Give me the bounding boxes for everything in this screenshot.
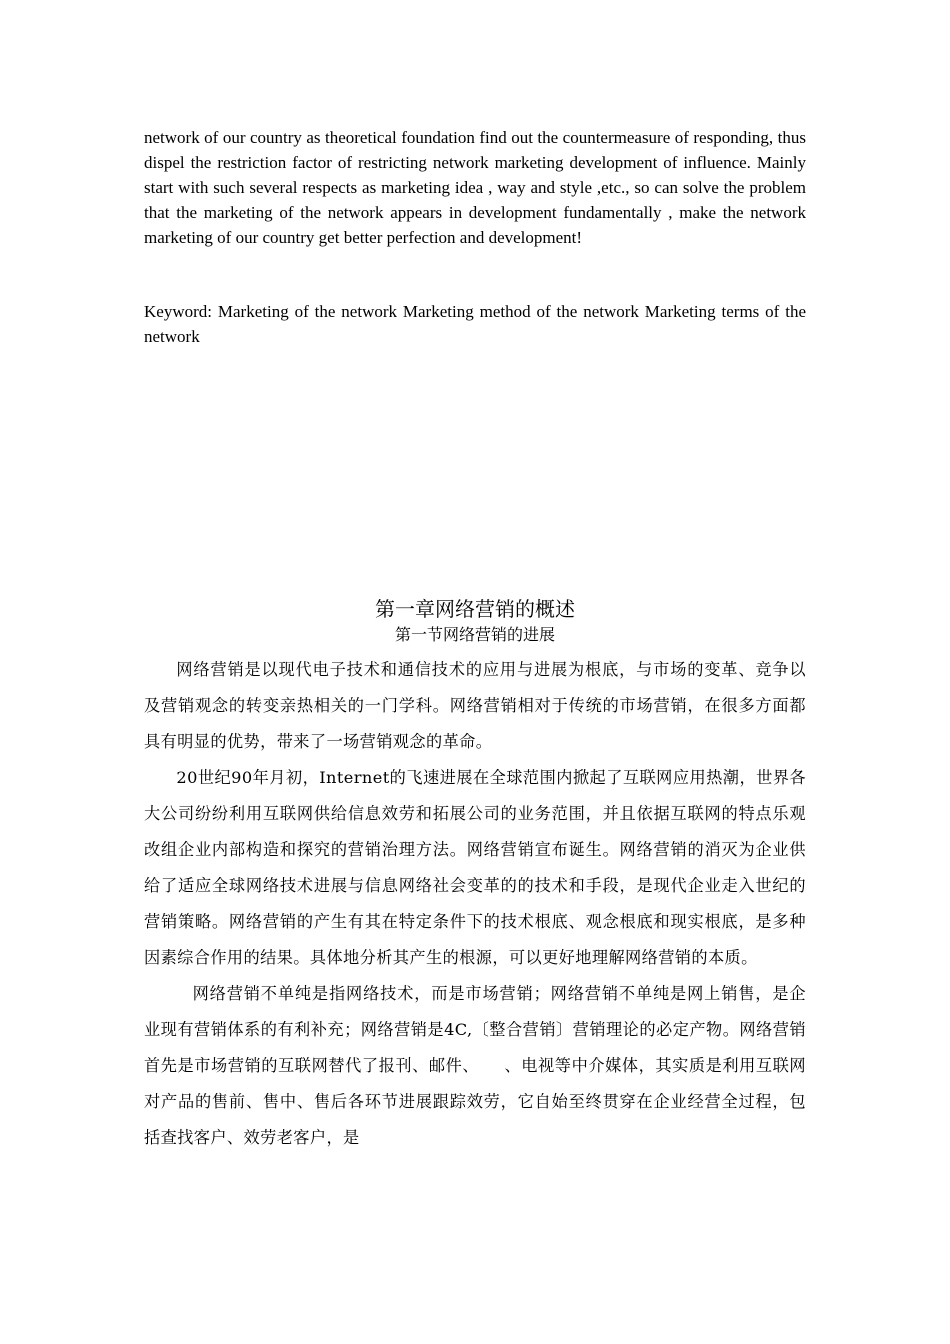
body-text: [144, 652, 806, 1156]
paragraph-3: 网络营销不单纯是指网络技术，而是市场营销；网络营销不单纯是网上销售，是企业现有营销体系的有利补充；网络营销是4C,〔整合营销〕营销理论的必定产物。网络营销首先是市场营销的互联网替代了报刊、邮件、 、电视等中介媒体，其实质是利用互联网对产品的售前、售中、售后各环节进展跟踪效劳，它自始至终贯穿在企业经营全过程，包括查找客户、效劳老客户，是: [144, 984, 806, 1147]
keywords-line: Keyword: Marketing of the network Marketing method of the network Marketing terms of the network: [144, 302, 806, 346]
paragraph-2: 20世纪90年月初，Internet的飞速进展在全球范围内掀起了互联网应用热潮，世界各大公司纷纷利用互联网供给信息效劳和拓展公司的业务范围，并且依据互联网的特点乐观改组企业内部构造和探究的营销治理方法。网络营销宣布诞生。网络营销的消灭为企业供给了适应全球网络技术进展与信息网络社会变革的的技术和手段，是现代企业走入世纪的营销策略。网络营销的产生有其在特定条件下的技术根底、观念根底和现实根底，是多种因素综合作用的结果。具体地分析其产生的根源，可以更好地理解网络营销的本质。: [144, 768, 806, 967]
section-title: 第一节网络营销的进展: [394, 625, 555, 644]
chapter-title: 第一章网络营销的概述: [375, 597, 575, 621]
paragraph-1: 网络营销是以现代电子技术和通信技术的应用与进展为根底，与市场的变革、竞争以及营销观念的转变亲热相关的一门学科。网络营销相对于传统的市场营销，在很多方面都具有明显的优势，带来了一场营销观念的革命。: [144, 660, 806, 751]
abstract-text: network of our country as theoretical foundation find out the countermeasure of responding, thus dispel the restriction factor of restricting network marketing development of influence. Mainly start with such several respects as marketing idea , way and style ,etc., so can solve the problem that the marketing of the network appears in development fundamentally , make the network marketing of our country get better perfection and development!: [144, 128, 806, 247]
